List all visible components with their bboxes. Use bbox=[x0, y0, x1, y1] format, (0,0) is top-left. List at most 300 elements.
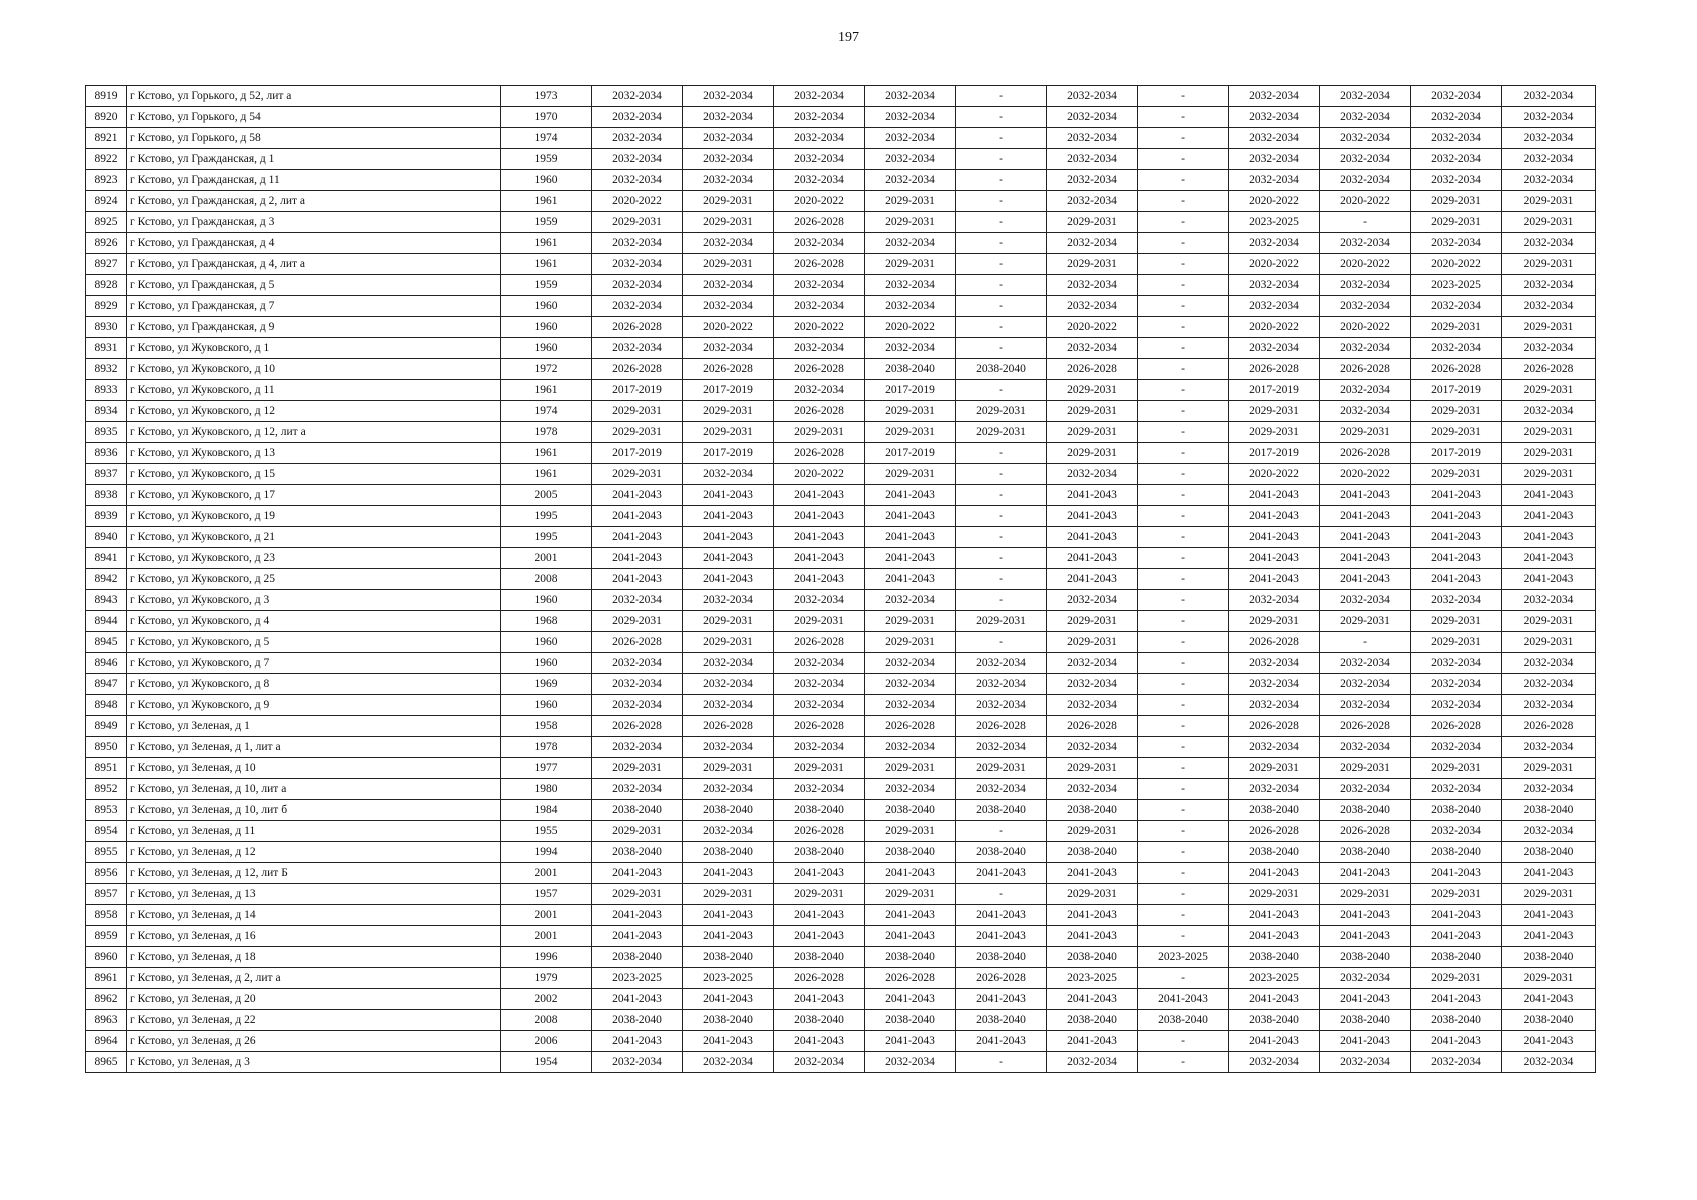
period-cell: 2038-2040 bbox=[1502, 842, 1596, 863]
period-cell: 2038-2040 bbox=[592, 947, 683, 968]
period-cell: 2041-2043 bbox=[774, 506, 865, 527]
period-cell: - bbox=[1138, 569, 1229, 590]
year-cell: 1996 bbox=[501, 947, 592, 968]
period-cell: 2026-2028 bbox=[774, 212, 865, 233]
period-cell: 2026-2028 bbox=[1229, 821, 1320, 842]
period-cell: 2041-2043 bbox=[1229, 989, 1320, 1010]
period-cell: 2032-2034 bbox=[1320, 233, 1411, 254]
period-cell: 2032-2034 bbox=[774, 1052, 865, 1073]
period-cell: 2032-2034 bbox=[592, 779, 683, 800]
table-row bbox=[86, 191, 1596, 212]
row-number-cell: 8928 bbox=[86, 275, 127, 296]
period-cell: 2032-2034 bbox=[1502, 737, 1596, 758]
period-cell: - bbox=[956, 380, 1047, 401]
row-number-cell: 8935 bbox=[86, 422, 127, 443]
year-cell: 1969 bbox=[501, 674, 592, 695]
address-cell: г Кстово, ул Гражданская, д 1 bbox=[127, 149, 501, 170]
row-number-cell: 8940 bbox=[86, 527, 127, 548]
table-row bbox=[86, 989, 1596, 1010]
year-cell: 2005 bbox=[501, 485, 592, 506]
table-row bbox=[86, 947, 1596, 968]
period-cell: 2029-2031 bbox=[1047, 212, 1138, 233]
period-cell: - bbox=[1138, 863, 1229, 884]
table-row bbox=[86, 674, 1596, 695]
row-number-cell: 8932 bbox=[86, 359, 127, 380]
period-cell: - bbox=[1138, 1031, 1229, 1052]
table-row bbox=[86, 1010, 1596, 1031]
row-number-cell: 8942 bbox=[86, 569, 127, 590]
period-cell: 2032-2034 bbox=[1320, 674, 1411, 695]
period-cell: 2032-2034 bbox=[865, 338, 956, 359]
period-cell: 2041-2043 bbox=[1047, 1031, 1138, 1052]
period-cell: 2041-2043 bbox=[774, 569, 865, 590]
period-cell: 2041-2043 bbox=[1411, 569, 1502, 590]
row-number-cell: 8933 bbox=[86, 380, 127, 401]
period-cell: 2032-2034 bbox=[865, 779, 956, 800]
table-row bbox=[86, 1031, 1596, 1052]
period-cell: 2032-2034 bbox=[1320, 275, 1411, 296]
period-cell: 2032-2034 bbox=[1502, 401, 1596, 422]
period-cell: - bbox=[1138, 107, 1229, 128]
period-cell: 2041-2043 bbox=[1411, 506, 1502, 527]
period-cell: 2032-2034 bbox=[592, 128, 683, 149]
period-cell: 2038-2040 bbox=[1411, 947, 1502, 968]
year-cell: 1961 bbox=[501, 233, 592, 254]
address-cell: г Кстово, ул Зеленая, д 14 bbox=[127, 905, 501, 926]
period-cell: 2032-2034 bbox=[1229, 590, 1320, 611]
period-cell: 2041-2043 bbox=[592, 863, 683, 884]
period-cell: - bbox=[1138, 464, 1229, 485]
period-cell: 2041-2043 bbox=[1411, 548, 1502, 569]
period-cell: 2029-2031 bbox=[1320, 758, 1411, 779]
period-cell: 2026-2028 bbox=[1320, 821, 1411, 842]
period-cell: 2032-2034 bbox=[1502, 86, 1596, 107]
period-cell: 2032-2034 bbox=[1411, 695, 1502, 716]
year-cell: 1960 bbox=[501, 590, 592, 611]
period-cell: 2017-2019 bbox=[1411, 443, 1502, 464]
period-cell: 2038-2040 bbox=[1229, 842, 1320, 863]
address-cell: г Кстово, ул Гражданская, д 3 bbox=[127, 212, 501, 233]
period-cell: - bbox=[956, 632, 1047, 653]
period-cell: 2041-2043 bbox=[865, 506, 956, 527]
year-cell: 1957 bbox=[501, 884, 592, 905]
period-cell: 2029-2031 bbox=[1411, 632, 1502, 653]
period-cell: 2041-2043 bbox=[774, 989, 865, 1010]
period-cell: 2032-2034 bbox=[592, 1052, 683, 1073]
period-cell: 2032-2034 bbox=[774, 296, 865, 317]
period-cell: 2026-2028 bbox=[774, 716, 865, 737]
period-cell: 2020-2022 bbox=[1411, 254, 1502, 275]
period-cell: - bbox=[956, 821, 1047, 842]
period-cell: 2032-2034 bbox=[683, 296, 774, 317]
period-cell: - bbox=[1138, 527, 1229, 548]
page-number: 197 bbox=[838, 30, 859, 45]
period-cell: 2032-2034 bbox=[592, 254, 683, 275]
period-cell: - bbox=[1138, 611, 1229, 632]
period-cell: 2026-2028 bbox=[956, 968, 1047, 989]
period-cell: 2032-2034 bbox=[592, 338, 683, 359]
address-cell: г Кстово, ул Гражданская, д 4, лит а bbox=[127, 254, 501, 275]
year-cell: 1961 bbox=[501, 464, 592, 485]
period-cell: - bbox=[956, 149, 1047, 170]
period-cell: - bbox=[1320, 632, 1411, 653]
table-row bbox=[86, 359, 1596, 380]
year-cell: 1995 bbox=[501, 527, 592, 548]
period-cell: 2041-2043 bbox=[865, 527, 956, 548]
period-cell: 2041-2043 bbox=[1229, 506, 1320, 527]
period-cell: 2023-2025 bbox=[1229, 212, 1320, 233]
period-cell: 2029-2031 bbox=[1047, 884, 1138, 905]
period-cell: 2029-2031 bbox=[865, 464, 956, 485]
period-cell: 2038-2040 bbox=[1229, 1010, 1320, 1031]
address-cell: г Кстово, ул Зеленая, д 10 bbox=[127, 758, 501, 779]
period-cell: 2032-2034 bbox=[1502, 107, 1596, 128]
period-cell: 2020-2022 bbox=[1320, 464, 1411, 485]
period-cell: 2020-2022 bbox=[1320, 317, 1411, 338]
period-cell: 2029-2031 bbox=[865, 422, 956, 443]
period-cell: 2041-2043 bbox=[683, 863, 774, 884]
table-row bbox=[86, 506, 1596, 527]
period-cell: - bbox=[956, 107, 1047, 128]
period-cell: 2041-2043 bbox=[1138, 989, 1229, 1010]
year-cell: 1959 bbox=[501, 212, 592, 233]
address-cell: г Кстово, ул Жуковского, д 1 bbox=[127, 338, 501, 359]
period-cell: - bbox=[1138, 653, 1229, 674]
period-cell: 2032-2034 bbox=[1229, 653, 1320, 674]
period-cell: 2038-2040 bbox=[683, 800, 774, 821]
year-cell: 1994 bbox=[501, 842, 592, 863]
period-cell: 2017-2019 bbox=[1411, 380, 1502, 401]
period-cell: 2032-2034 bbox=[774, 338, 865, 359]
period-cell: 2029-2031 bbox=[683, 254, 774, 275]
period-cell: 2041-2043 bbox=[683, 485, 774, 506]
period-cell: 2041-2043 bbox=[1320, 569, 1411, 590]
period-cell: 2032-2034 bbox=[592, 233, 683, 254]
period-cell: 2029-2031 bbox=[683, 758, 774, 779]
table-row bbox=[86, 779, 1596, 800]
period-cell: 2038-2040 bbox=[683, 842, 774, 863]
period-cell: 2041-2043 bbox=[1502, 506, 1596, 527]
period-cell: 2032-2034 bbox=[1047, 737, 1138, 758]
period-cell: 2041-2043 bbox=[1411, 905, 1502, 926]
period-cell: 2041-2043 bbox=[956, 863, 1047, 884]
period-cell: 2038-2040 bbox=[1502, 800, 1596, 821]
period-cell: 2026-2028 bbox=[1320, 359, 1411, 380]
period-cell: 2032-2034 bbox=[1320, 128, 1411, 149]
year-cell: 2001 bbox=[501, 905, 592, 926]
period-cell: 2041-2043 bbox=[956, 926, 1047, 947]
period-cell: 2032-2034 bbox=[1502, 128, 1596, 149]
period-cell: 2020-2022 bbox=[683, 317, 774, 338]
period-cell: 2041-2043 bbox=[1229, 1031, 1320, 1052]
period-cell: 2041-2043 bbox=[1229, 863, 1320, 884]
table-row bbox=[86, 128, 1596, 149]
period-cell: - bbox=[1138, 842, 1229, 863]
table-row bbox=[86, 905, 1596, 926]
period-cell: 2041-2043 bbox=[1411, 527, 1502, 548]
row-number-cell: 8962 bbox=[86, 989, 127, 1010]
period-cell: 2032-2034 bbox=[1229, 170, 1320, 191]
period-cell: 2041-2043 bbox=[1411, 485, 1502, 506]
year-cell: 1968 bbox=[501, 611, 592, 632]
period-cell: 2029-2031 bbox=[1502, 254, 1596, 275]
period-cell: 2032-2034 bbox=[956, 737, 1047, 758]
address-cell: г Кстово, ул Зеленая, д 10, лит б bbox=[127, 800, 501, 821]
period-cell: 2026-2028 bbox=[1502, 359, 1596, 380]
row-number-cell: 8954 bbox=[86, 821, 127, 842]
period-cell: 2029-2031 bbox=[865, 212, 956, 233]
period-cell: 2032-2034 bbox=[865, 296, 956, 317]
period-cell: 2026-2028 bbox=[1411, 716, 1502, 737]
period-cell: 2041-2043 bbox=[865, 569, 956, 590]
period-cell: 2041-2043 bbox=[865, 989, 956, 1010]
period-cell: 2032-2034 bbox=[1320, 1052, 1411, 1073]
year-cell: 1960 bbox=[501, 632, 592, 653]
period-cell: - bbox=[1138, 170, 1229, 191]
period-cell: 2032-2034 bbox=[1047, 779, 1138, 800]
period-cell: 2032-2034 bbox=[956, 695, 1047, 716]
period-cell: 2032-2034 bbox=[774, 779, 865, 800]
period-cell: 2032-2034 bbox=[774, 695, 865, 716]
period-cell: 2032-2034 bbox=[1411, 128, 1502, 149]
period-cell: 2032-2034 bbox=[1229, 695, 1320, 716]
period-cell: 2032-2034 bbox=[865, 1052, 956, 1073]
period-cell: 2038-2040 bbox=[683, 1010, 774, 1031]
period-cell: 2029-2031 bbox=[1047, 254, 1138, 275]
row-number-cell: 8953 bbox=[86, 800, 127, 821]
period-cell: 2041-2043 bbox=[1229, 926, 1320, 947]
row-number-cell: 8958 bbox=[86, 905, 127, 926]
period-cell: 2041-2043 bbox=[1502, 905, 1596, 926]
period-cell: 2032-2034 bbox=[865, 695, 956, 716]
period-cell: 2041-2043 bbox=[1320, 485, 1411, 506]
period-cell: 2020-2022 bbox=[865, 317, 956, 338]
table-row bbox=[86, 821, 1596, 842]
row-number-cell: 8937 bbox=[86, 464, 127, 485]
row-number-cell: 8923 bbox=[86, 170, 127, 191]
period-cell: 2020-2022 bbox=[1047, 317, 1138, 338]
year-cell: 1974 bbox=[501, 128, 592, 149]
period-cell: 2029-2031 bbox=[865, 758, 956, 779]
period-cell: 2026-2028 bbox=[1047, 716, 1138, 737]
period-cell: 2032-2034 bbox=[683, 233, 774, 254]
period-cell: 2023-2025 bbox=[1411, 275, 1502, 296]
period-cell: 2041-2043 bbox=[1320, 527, 1411, 548]
table-row bbox=[86, 212, 1596, 233]
period-cell: 2038-2040 bbox=[865, 842, 956, 863]
address-cell: г Кстово, ул Гражданская, д 9 bbox=[127, 317, 501, 338]
period-cell: 2032-2034 bbox=[1411, 338, 1502, 359]
period-cell: 2032-2034 bbox=[1047, 653, 1138, 674]
period-cell: 2032-2034 bbox=[1047, 296, 1138, 317]
period-cell: 2041-2043 bbox=[865, 548, 956, 569]
period-cell: - bbox=[956, 506, 1047, 527]
period-cell: 2032-2034 bbox=[1320, 86, 1411, 107]
period-cell: 2038-2040 bbox=[956, 800, 1047, 821]
period-cell: 2038-2040 bbox=[1502, 1010, 1596, 1031]
period-cell: 2017-2019 bbox=[592, 380, 683, 401]
period-cell: 2041-2043 bbox=[683, 527, 774, 548]
row-number-cell: 8959 bbox=[86, 926, 127, 947]
period-cell: 2032-2034 bbox=[865, 674, 956, 695]
period-cell: 2017-2019 bbox=[865, 443, 956, 464]
period-cell: - bbox=[1138, 128, 1229, 149]
address-cell: г Кстово, ул Жуковского, д 12 bbox=[127, 401, 501, 422]
period-cell: 2029-2031 bbox=[1229, 401, 1320, 422]
period-cell: 2032-2034 bbox=[683, 86, 774, 107]
period-cell: 2029-2031 bbox=[1502, 464, 1596, 485]
address-cell: г Кстово, ул Жуковского, д 11 bbox=[127, 380, 501, 401]
period-cell: 2032-2034 bbox=[1411, 653, 1502, 674]
period-cell: 2026-2028 bbox=[592, 317, 683, 338]
period-cell: - bbox=[1138, 401, 1229, 422]
period-cell: 2038-2040 bbox=[774, 842, 865, 863]
period-cell: - bbox=[1138, 422, 1229, 443]
period-cell: 2032-2034 bbox=[1047, 191, 1138, 212]
table-row bbox=[86, 863, 1596, 884]
period-cell: 2029-2031 bbox=[774, 422, 865, 443]
table-row bbox=[86, 233, 1596, 254]
period-cell: 2032-2034 bbox=[683, 464, 774, 485]
table-row bbox=[86, 548, 1596, 569]
period-cell: 2032-2034 bbox=[1320, 737, 1411, 758]
period-cell: 2017-2019 bbox=[1229, 443, 1320, 464]
table-row bbox=[86, 107, 1596, 128]
period-cell: 2032-2034 bbox=[1320, 968, 1411, 989]
year-cell: 2001 bbox=[501, 863, 592, 884]
period-cell: 2038-2040 bbox=[865, 800, 956, 821]
table-row bbox=[86, 569, 1596, 590]
period-cell: 2032-2034 bbox=[774, 737, 865, 758]
period-cell: 2032-2034 bbox=[1320, 590, 1411, 611]
period-cell: 2041-2043 bbox=[592, 485, 683, 506]
row-number-cell: 8944 bbox=[86, 611, 127, 632]
period-cell: 2041-2043 bbox=[592, 527, 683, 548]
period-cell: 2029-2031 bbox=[592, 758, 683, 779]
period-cell: 2038-2040 bbox=[774, 947, 865, 968]
period-cell: 2038-2040 bbox=[1411, 842, 1502, 863]
period-cell: 2029-2031 bbox=[1411, 884, 1502, 905]
period-cell: 2041-2043 bbox=[1502, 485, 1596, 506]
row-number-cell: 8931 bbox=[86, 338, 127, 359]
period-cell: 2029-2031 bbox=[1047, 401, 1138, 422]
address-cell: г Кстово, ул Жуковского, д 19 bbox=[127, 506, 501, 527]
period-cell: 2017-2019 bbox=[683, 380, 774, 401]
period-cell: - bbox=[1138, 380, 1229, 401]
period-cell: 2032-2034 bbox=[1047, 338, 1138, 359]
address-cell: г Кстово, ул Жуковского, д 4 bbox=[127, 611, 501, 632]
period-cell: 2032-2034 bbox=[1320, 380, 1411, 401]
period-cell: 2041-2043 bbox=[1047, 548, 1138, 569]
period-cell: 2026-2028 bbox=[774, 401, 865, 422]
period-cell: 2032-2034 bbox=[1229, 338, 1320, 359]
period-cell: 2041-2043 bbox=[1047, 506, 1138, 527]
period-cell: 2029-2031 bbox=[865, 884, 956, 905]
address-cell: г Кстово, ул Зеленая, д 1 bbox=[127, 716, 501, 737]
address-cell: г Кстово, ул Гражданская, д 11 bbox=[127, 170, 501, 191]
period-cell: 2038-2040 bbox=[1502, 947, 1596, 968]
year-cell: 1960 bbox=[501, 170, 592, 191]
row-number-cell: 8947 bbox=[86, 674, 127, 695]
period-cell: 2041-2043 bbox=[1502, 1031, 1596, 1052]
row-number-cell: 8922 bbox=[86, 149, 127, 170]
period-cell: 2020-2022 bbox=[1320, 254, 1411, 275]
table-row bbox=[86, 485, 1596, 506]
period-cell: 2026-2028 bbox=[956, 716, 1047, 737]
period-cell: 2032-2034 bbox=[1502, 653, 1596, 674]
address-cell: г Кстово, ул Жуковского, д 7 bbox=[127, 653, 501, 674]
period-cell: 2041-2043 bbox=[1502, 527, 1596, 548]
period-cell: 2032-2034 bbox=[774, 170, 865, 191]
row-number-cell: 8949 bbox=[86, 716, 127, 737]
period-cell: 2038-2040 bbox=[774, 800, 865, 821]
period-cell: 2032-2034 bbox=[1320, 695, 1411, 716]
period-cell: - bbox=[1138, 590, 1229, 611]
row-number-cell: 8925 bbox=[86, 212, 127, 233]
period-cell: 2038-2040 bbox=[1320, 947, 1411, 968]
table-row bbox=[86, 884, 1596, 905]
period-cell: 2029-2031 bbox=[1502, 758, 1596, 779]
period-cell: 2032-2034 bbox=[1502, 1052, 1596, 1073]
period-cell: - bbox=[956, 884, 1047, 905]
address-cell: г Кстово, ул Зеленая, д 12 bbox=[127, 842, 501, 863]
period-cell: 2032-2034 bbox=[592, 653, 683, 674]
period-cell: 2032-2034 bbox=[1047, 275, 1138, 296]
period-cell: 2038-2040 bbox=[1229, 800, 1320, 821]
period-cell: 2032-2034 bbox=[683, 107, 774, 128]
table-row bbox=[86, 800, 1596, 821]
table-row bbox=[86, 254, 1596, 275]
period-cell: - bbox=[956, 317, 1047, 338]
period-cell: 2029-2031 bbox=[956, 401, 1047, 422]
address-cell: г Кстово, ул Зеленая, д 22 bbox=[127, 1010, 501, 1031]
period-cell: - bbox=[956, 1052, 1047, 1073]
year-cell: 2006 bbox=[501, 1031, 592, 1052]
period-cell: 2041-2043 bbox=[683, 1031, 774, 1052]
table-row bbox=[86, 149, 1596, 170]
period-cell: 2032-2034 bbox=[1411, 86, 1502, 107]
period-cell: - bbox=[1138, 821, 1229, 842]
period-cell: 2029-2031 bbox=[683, 632, 774, 653]
period-cell: 2026-2028 bbox=[1411, 359, 1502, 380]
period-cell: 2032-2034 bbox=[774, 107, 865, 128]
period-cell: 2029-2031 bbox=[1411, 401, 1502, 422]
period-cell: 2041-2043 bbox=[1229, 905, 1320, 926]
period-cell: - bbox=[1138, 338, 1229, 359]
period-cell: 2032-2034 bbox=[1229, 1052, 1320, 1073]
year-cell: 1960 bbox=[501, 317, 592, 338]
period-cell: 2029-2031 bbox=[683, 422, 774, 443]
period-cell: 2032-2034 bbox=[592, 107, 683, 128]
year-cell: 1979 bbox=[501, 968, 592, 989]
period-cell: 2029-2031 bbox=[774, 611, 865, 632]
period-cell: 2032-2034 bbox=[1320, 653, 1411, 674]
period-cell: 2032-2034 bbox=[1047, 149, 1138, 170]
row-number-cell: 8941 bbox=[86, 548, 127, 569]
period-cell: 2029-2031 bbox=[865, 191, 956, 212]
period-cell: 2026-2028 bbox=[683, 359, 774, 380]
period-cell: 2029-2031 bbox=[865, 254, 956, 275]
period-cell: 2029-2031 bbox=[956, 758, 1047, 779]
period-cell: 2029-2031 bbox=[1411, 212, 1502, 233]
period-cell: 2041-2043 bbox=[1047, 485, 1138, 506]
period-cell: 2023-2025 bbox=[1047, 968, 1138, 989]
period-cell: 2041-2043 bbox=[1502, 926, 1596, 947]
period-cell: 2041-2043 bbox=[1411, 1031, 1502, 1052]
year-cell: 1960 bbox=[501, 695, 592, 716]
period-cell: 2041-2043 bbox=[592, 506, 683, 527]
period-cell: 2032-2034 bbox=[1047, 107, 1138, 128]
